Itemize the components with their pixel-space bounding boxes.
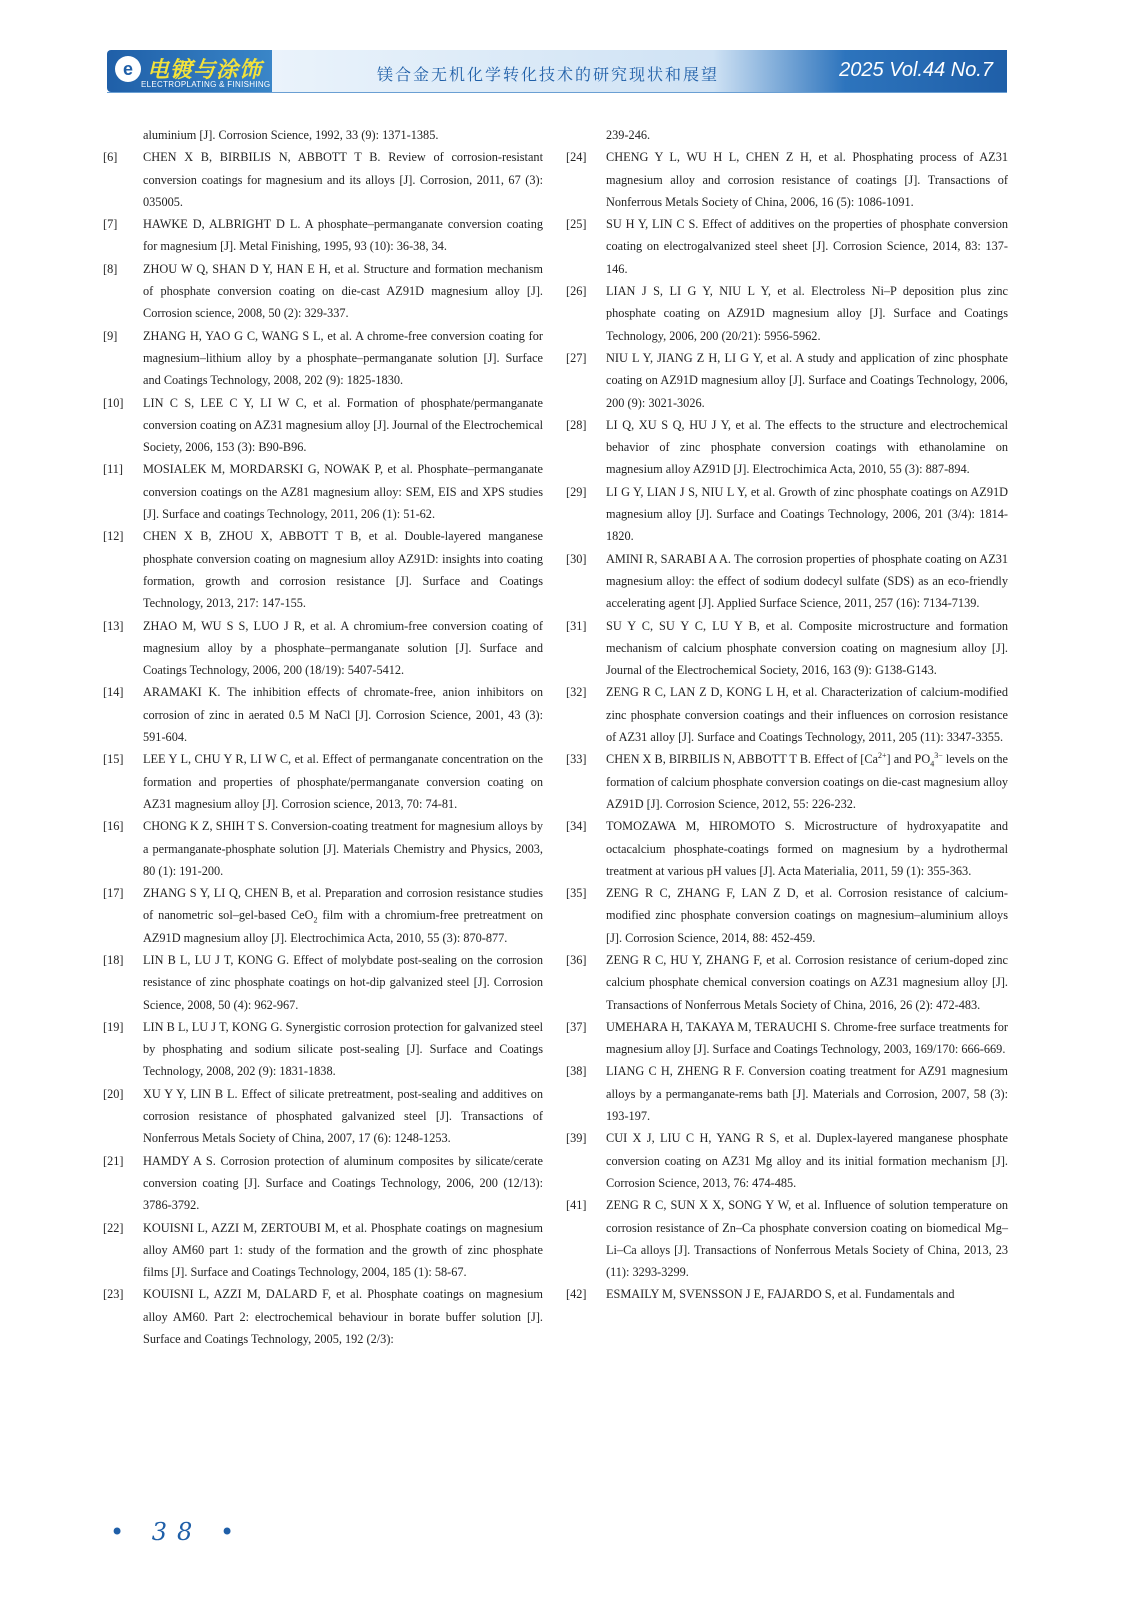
- reference-entry: [103, 1016, 543, 1083]
- reference-number: [20]: [103, 1086, 124, 1101]
- reference-text: [143, 685, 543, 744]
- reference-entry: [566, 882, 1008, 949]
- reference-number: [32]: [566, 685, 587, 700]
- reference-number: [30]: [566, 551, 587, 566]
- subscript: 4: [930, 759, 935, 769]
- reference-text: [606, 1198, 1008, 1279]
- reference-text: [606, 1131, 1008, 1190]
- reference-text: [606, 418, 1008, 477]
- reference-text-body: CHEN X B, ZHOU X, ABBOTT T B, et al. Double-layered manganese phosphate conversion coating on magnesium alloy AZ91D: insights into coating formation, growth and corrosion resistance [J]. Surface and Coatings Technology, 2013, 217: 147-155.: [143, 529, 543, 611]
- reference-number: [8]: [103, 261, 118, 276]
- reference-entry: [566, 213, 1008, 280]
- reference-number: [36]: [566, 952, 587, 967]
- reference-text: [143, 1287, 543, 1346]
- reference-text: [143, 953, 543, 1012]
- reference-continuation: aluminium [J]. Corrosion Science, 1992, 33 (9): 1371-1385.: [143, 128, 439, 142]
- reference-number: [12]: [103, 529, 124, 544]
- superscript: 2+: [878, 751, 887, 761]
- subscript: 2: [313, 915, 318, 925]
- reference-entry: [103, 681, 543, 748]
- reference-number: [37]: [566, 1019, 587, 1034]
- reference-number: [10]: [103, 395, 124, 410]
- reference-entry: [103, 1217, 543, 1284]
- header-divider: [107, 92, 1007, 93]
- reference-entry: [566, 481, 1008, 548]
- reference-number: [27]: [566, 350, 587, 365]
- reference-entry: [103, 882, 543, 949]
- reference-text-body: LEE Y L, CHU Y R, LI W C, et al. Effect of permanganate concentration on the formation and properties of phosphate/permanganate conversion coating on AZ31 magnesium alloy [J]. Corrosion science, 2013, 70: 74-81.: [143, 752, 543, 811]
- reference-number: [33]: [566, 752, 587, 767]
- reference-entry: [566, 681, 1008, 748]
- reference-text-body: ESMAILY M, SVENSSON J E, FAJARDO S, et al. Fundamentals and: [606, 1287, 955, 1302]
- reference-text-body: CHEN X B, BIRBILIS N, ABBOTT T B. Review of corrosion-resistant conversion coatings for magnesium and its alloys [J]. Corrosion, 2011, 67 (3): 035005.: [143, 150, 543, 209]
- reference-number: [26]: [566, 284, 587, 299]
- reference-entry: [566, 1283, 1008, 1305]
- reference-entry: [103, 146, 543, 213]
- reference-number: [28]: [566, 417, 587, 432]
- reference-text: [606, 619, 1008, 678]
- reference-text-body: NIU L Y, JIANG Z H, LI G Y, et al. A study and application of zinc phosphate coating on AZ91D magnesium alloy [J]. Surface and Coatings Technology, 2006, 200 (9): 3021-3026.: [606, 350, 1008, 410]
- reference-text: [143, 150, 543, 209]
- reference-number: [9]: [103, 328, 118, 343]
- reference-number: [6]: [103, 150, 118, 165]
- reference-entry: [566, 815, 1008, 882]
- reference-entry: [566, 1060, 1008, 1127]
- reference-text: [143, 752, 543, 811]
- reference-text-body: LIANG C H, ZHENG R F. Conversion coating treatment for AZ91 magnesium alloys by a permanganate-rems bath [J]. Materials and Corrosion, 2007, 58 (3): 193-197.: [606, 1064, 1008, 1124]
- reference-entry: [566, 949, 1008, 1016]
- reference-text-body: MOSIALEK M, MORDARSKI G, NOWAK P, et al. Phosphate–permanganate conversion coatings on the AZ81 magnesium alloy: SEM, EIS and XPS studies [J]. Surface and coatings Technology, 2011, 206 (1): 51-62.: [143, 462, 543, 522]
- reference-continuation: 239-246.: [606, 128, 651, 142]
- reference-text-part: ] and PO: [886, 752, 931, 767]
- reference-text-body: ZENG R C, ZHANG F, LAN Z D, et al. Corrosion resistance of calcium-modified zinc phosphate conversion coatings on magnesium–aluminium alloys [J]. Corrosion Science, 2014, 88: 452-459.: [606, 886, 1008, 945]
- reference-text-body: XU Y Y, LIN B L. Effect of silicate pretreatment, post-sealing and additives on corrosion resistance of phosphated galvanized steel [J]. Transactions of Nonferrous Metals Society of China, 2007, 17 (6): 1248-1253.: [143, 1086, 543, 1146]
- reference-number: [38]: [566, 1064, 587, 1079]
- reference-text-body: CHONG K Z, SHIH T S. Conversion-coating treatment for magnesium alloys by a permanganate-phosphate solution [J]. Materials Chemistry and Physics, 2003, 80 (1): 191-200.: [143, 819, 543, 878]
- reference-text: [143, 1154, 543, 1213]
- reference-entry: [566, 347, 1008, 414]
- journal-logo: [107, 50, 272, 92]
- reference-entry: [103, 525, 543, 614]
- reference-text-body: LIN B L, LU J T, KONG G. Effect of molybdate post-sealing on the corrosion resistance of zinc phosphate coatings on hot-dip galvanized steel [J]. Corrosion Science, 2008, 50 (4): 962-967.: [143, 952, 543, 1012]
- reference-number: [11]: [103, 462, 124, 477]
- reference-text: [143, 1221, 543, 1280]
- running-title: 镁合金无机化学转化技术的研究现状和展望: [377, 65, 720, 84]
- reference-text: [143, 396, 543, 455]
- reference-text-part: ZHANG S Y, LI Q, CHEN B, et al. Preparation and corrosion resistance studies of nanometric sol–gel-based CeO: [143, 886, 543, 923]
- reference-entry: [103, 615, 543, 682]
- logo-chinese-name: 电镀与涂饰: [147, 57, 263, 83]
- reference-entry: [103, 458, 543, 525]
- reference-text-body: ZHAO M, WU S S, LUO J R, et al. A chromium-free conversion coating of magnesium alloy by a phosphate–permanganate solution [J]. Surface and Coatings Technology, 2006, 200 (18/19): 5407-5412.: [143, 618, 543, 678]
- reference-text-body: CHENG Y L, WU H L, CHEN Z H, et al. Phosphating process of AZ31 magnesium alloy and corrosion resistance of coatings [J]. Transactions of Nonferrous Metals Society of China, 2006, 16 (5): 1086-1091.: [606, 150, 1008, 209]
- reference-text: [143, 619, 543, 678]
- reference-entry: [566, 615, 1008, 682]
- reference-entry: [566, 748, 1008, 815]
- reference-entry: [566, 146, 1008, 213]
- reference-text-body: SU Y C, SU Y C, LU Y B, et al. Composite microstructure and formation mechanism of calcium phosphate conversion coating on magnesium alloy [J]. Journal of the Electrochemical Society, 2016, 163 (9): G138-G143.: [606, 618, 1008, 678]
- reference-text-body: AMINI R, SARABI A A. The corrosion properties of phosphate coating on AZ31 magnesium alloy: the effect of sodium dodecyl sulfate (SDS) as an eco-friendly accelerating agent [J]. Applied Surface Science, 2011, 257 (16): 7134-7139.: [606, 551, 1008, 611]
- reference-text: [143, 819, 543, 878]
- page-number: • 38 •: [110, 1518, 245, 1546]
- reference-text: [606, 552, 1008, 611]
- reference-number: [21]: [103, 1153, 124, 1168]
- reference-entry: [566, 280, 1008, 347]
- reference-number: [24]: [566, 150, 587, 165]
- reference-text-body: KOUISNI L, AZZI M, DALARD F, et al. Phosphate coatings on magnesium alloy AM60. Part 2: electrochemical behaviour in borate buffer solution [J]. Surface and Coatings Technology, 2005, 192 (2/3):: [143, 1287, 543, 1347]
- reference-entry: [103, 1150, 543, 1217]
- reference-entry: [103, 258, 543, 325]
- reference-text-body: LIN C S, LEE C Y, LI W C, et al. Formation of phosphate/permanganate conversion coating on AZ31 magnesium alloy [J]. Journal of the Electrochemical Society, 2006, 153 (3): B90-B96.: [143, 395, 543, 455]
- reference-text-body: TOMOZAWA M, HIROMOTO S. Microstructure of hydroxyapatite and octacalcium phosphate-coatings formed on magnesium by a hydrothermal treatment at various pH values [J]. Acta Materialia, 2011, 59 (1): 355-363.: [606, 819, 1008, 878]
- reference-text: [143, 529, 543, 610]
- reference-text-body: ZENG R C, HU Y, ZHANG F, et al. Corrosion resistance of cerium-doped zinc calcium phosphate chemical conversion coatings on AZ31 magnesium alloy [J]. Transactions of Nonferrous Metals Society of China, 2016, 26 (2): 472-483.: [606, 952, 1008, 1012]
- reference-text-part: film with a chromium-free pretreatment on AZ91D magnesium alloy [J]. Electrochimica Acta, 2010, 55 (3): 870-877.: [143, 908, 544, 945]
- reference-entry: [103, 325, 543, 392]
- reference-text-body: ARAMAKI K. The inhibition effects of chromate-free, anion inhibitors on corrosion of zinc in aerated 0.5 M NaCl [J]. Corrosion Science, 2001, 43 (3): 591-604.: [143, 685, 543, 745]
- reference-entry: [103, 1083, 543, 1150]
- reference-entry: [103, 392, 543, 459]
- reference-entry: [103, 1283, 543, 1350]
- reference-text: [606, 351, 1008, 410]
- reference-number: [29]: [566, 484, 587, 499]
- reference-number: [19]: [103, 1019, 124, 1034]
- reference-entry: [103, 949, 543, 1016]
- reference-number: [42]: [566, 1287, 587, 1302]
- reference-entry: [103, 815, 543, 882]
- reference-text: [143, 217, 543, 253]
- reference-text: [606, 1287, 955, 1301]
- reference-entry: [566, 1127, 1008, 1194]
- reference-text: [606, 886, 1008, 945]
- journal-header: [107, 50, 1007, 92]
- reference-text-body: LI Q, XU S Q, HU J Y, et al. The effects to the structure and electrochemical behavior of zinc phosphate conversion coatings with ethanolamine on magnesium alloy AZ91D [J]. Electrochimica Acta, 2010, 55 (3): 887-894.: [606, 417, 1008, 477]
- reference-number: [31]: [566, 618, 587, 633]
- reference-text-body: CUI X J, LIU C H, YANG R S, et al. Duplex-layered manganese phosphate conversion coating on AZ31 Mg alloy and its initial formation mechanism [J]. Corrosion Science, 2013, 76: 474-485.: [606, 1131, 1008, 1190]
- reference-text-body: UMEHARA H, TAKAYA M, TERAUCHI S. Chrome-free surface treatments for magnesium alloy [J]. Surface and Coatings Technology, 2003, 169/170: 666-669.: [606, 1019, 1008, 1057]
- reference-text: [143, 886, 543, 945]
- reference-text: [606, 485, 1008, 544]
- reference-number: [35]: [566, 886, 587, 901]
- reference-entry: [566, 414, 1008, 481]
- reference-number: [7]: [103, 217, 118, 232]
- reference-number: [16]: [103, 819, 124, 834]
- reference-number: [14]: [103, 685, 124, 700]
- reference-number: [18]: [103, 952, 124, 967]
- reference-entry: [103, 748, 543, 815]
- reference-number: [17]: [103, 886, 124, 901]
- reference-text-body: LIAN J S, LI G Y, NIU L Y, et al. Electroless Ni–P deposition plus zinc phosphate coating on AZ91D magnesium alloy [J]. Surface and Coatings Technology, 2006, 200 (20/21): 5956-5962.: [606, 284, 1008, 343]
- reference-number: [23]: [103, 1287, 124, 1302]
- logo-e-icon: e: [115, 56, 141, 82]
- reference-text: [143, 462, 543, 521]
- references-left-column: [103, 124, 543, 1350]
- reference-number: [22]: [103, 1220, 124, 1235]
- reference-number: [25]: [566, 217, 587, 232]
- reference-text: [606, 752, 1008, 811]
- reference-number: [34]: [566, 819, 587, 834]
- reference-text-body: ZHANG H, YAO G C, WANG S L, et al. A chrome-free conversion coating for magnesium–lithium alloy by a phosphate–permanganate solution [J]. Surface and Coatings Technology, 2008, 202 (9): 1825-1830.: [143, 328, 543, 388]
- reference-text-body: HAWKE D, ALBRIGHT D L. A phosphate–permanganate conversion coating for magnesium [J]. Metal Finishing, 1995, 93 (10): 36-38, 34.: [143, 217, 543, 254]
- reference-text-body: SU H Y, LIN C S. Effect of additives on the properties of phosphate conversion coating on electrogalvanized steel sheet [J]. Corrosion Science, 2014, 83: 137-146.: [606, 217, 1008, 276]
- reference-number: [39]: [566, 1131, 587, 1146]
- reference-text: [143, 1087, 543, 1146]
- reference-text: [606, 1020, 1008, 1056]
- reference-entry: [566, 1194, 1008, 1283]
- reference-text-body: KOUISNI L, AZZI M, ZERTOUBI M, et al. Phosphate coatings on magnesium alloy AM60 part 1: study of the formation and the growth of zinc phosphate films [J]. Surface and Coatings Technology, 2004, 185 (1): 58-67.: [143, 1220, 543, 1280]
- reference-number: [13]: [103, 618, 124, 633]
- reference-text: [606, 284, 1008, 343]
- reference-text: [606, 217, 1008, 276]
- reference-text-part: CHEN X B, BIRBILIS N, ABBOTT T B. Effect of [Ca: [606, 752, 879, 767]
- superscript: 3−: [934, 751, 943, 761]
- reference-text: [143, 262, 543, 321]
- reference-text: [606, 685, 1008, 744]
- reference-text: [606, 150, 1008, 209]
- reference-number: [15]: [103, 752, 124, 767]
- references-right-column: [566, 124, 1008, 1306]
- reference-entry: [566, 548, 1008, 615]
- reference-text: [143, 329, 543, 388]
- reference-text-body: HAMDY A S. Corrosion protection of aluminum composites by silicate/cerate conversion coating [J]. Surface and Coatings Technology, 2006, 200 (12/13): 3786-3792.: [143, 1153, 543, 1213]
- reference-text: [606, 1064, 1008, 1123]
- reference-text-body: ZENG R C, LAN Z D, KONG L H, et al. Characterization of calcium-modified zinc phosphate conversion coatings and their influences on corrosion resistance of AZ31 alloy [J]. Surface and Coatings Technology, 2011, 205 (11): 3347-3355.: [606, 685, 1008, 745]
- reference-text: [606, 953, 1008, 1012]
- reference-text-body: ZHOU W Q, SHAN D Y, HAN E H, et al. Structure and formation mechanism of phosphate conversion coating on die-cast AZ91D magnesium alloy [J]. Corrosion science, 2008, 50 (2): 329-337.: [143, 261, 543, 321]
- reference-text-part: levels on the formation of calcium phosphate conversion coatings on die-cast magnesium alloy AZ91D [J]. Corrosion Science, 2012, 55: 226-232.: [606, 752, 1008, 811]
- reference-text: [143, 1020, 543, 1079]
- reference-entry: [566, 1016, 1008, 1061]
- reference-text-body: ZENG R C, SUN X X, SONG Y W, et al. Influence of solution temperature on corrosion resistance of Zn–Ca phosphate conversion coating on biomedical Mg–Li–Ca alloys [J]. Transactions of Nonferrous Metals Society of China, 2013, 23 (11): 3293-3299.: [606, 1198, 1008, 1280]
- reference-text-body: LIN B L, LU J T, KONG G. Synergistic corrosion protection for galvanized steel by phosphating and sodium silicate post-sealing [J]. Surface and Coatings Technology, 2008, 202 (9): 1831-1838.: [143, 1019, 543, 1079]
- reference-number: [41]: [566, 1198, 587, 1213]
- reference-entry: [103, 213, 543, 258]
- reference-text: [606, 819, 1008, 878]
- logo-english-name: ELECTROPLATING & FINISHING: [141, 80, 271, 89]
- reference-text-body: LI G Y, LIAN J S, NIU L Y, et al. Growth of zinc phosphate coatings on AZ91D magnesium alloy [J]. Surface and Coatings Technology, 2006, 201 (3/4): 1814-1820.: [606, 484, 1008, 544]
- issue-label: 2025 Vol.44 No.7: [839, 59, 993, 81]
